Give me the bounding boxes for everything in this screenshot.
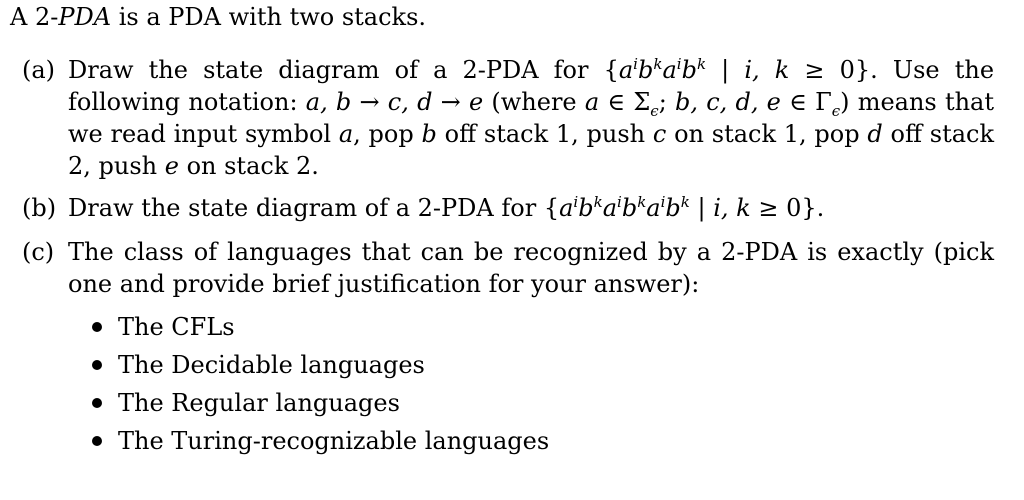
question-b-body (68, 192, 994, 224)
option-label: The CFLs (118, 313, 235, 341)
math-symbol: c (652, 120, 667, 148)
text-segment: ; (658, 88, 675, 116)
math-symbol: b (665, 194, 681, 222)
question-c (22, 236, 994, 300)
math-symbol: b, c, d, e (675, 88, 781, 116)
text-segment: , pop (353, 120, 422, 148)
math-exponent: i (633, 55, 638, 73)
math-symbol: a (618, 56, 634, 84)
math-symbol: b (578, 194, 594, 222)
math-set: ∈ Γ (780, 88, 832, 116)
math-symbol: a (559, 194, 574, 222)
math-condition: i, k (713, 194, 751, 222)
bullet-icon (92, 398, 102, 408)
math-symbol: d (867, 120, 883, 148)
math-symbol: a (602, 194, 617, 222)
option-label: The Decidable languages (118, 351, 425, 379)
math-exponent: i (676, 55, 682, 73)
math-exponent: i (660, 193, 666, 211)
intro-text-pre: A 2- (10, 3, 59, 31)
option-item (88, 388, 549, 426)
text-segment: | (706, 56, 745, 84)
question-a-body (68, 54, 994, 182)
math-symbol: a (584, 88, 600, 116)
text-segment: ≥ 0}. Use the following notation: (68, 56, 995, 116)
text-segment: on stack 2. (178, 152, 319, 180)
question-c-label: (c) (22, 238, 55, 266)
text-segment: Draw the state diagram of a 2-PDA for { (68, 56, 619, 84)
math-subscript: ϵ (650, 101, 659, 120)
answer-options (88, 312, 549, 464)
math-set: ∈ Σ (599, 88, 651, 116)
option-label: The Turing-recognizable languages (118, 427, 550, 455)
bullet-icon (92, 322, 102, 332)
math-exponent: k (696, 55, 707, 73)
option-item (88, 312, 549, 350)
question-a-label: (a) (22, 56, 56, 84)
math-exponent: k (637, 193, 647, 211)
text-segment: off stack 2, push (68, 120, 995, 180)
text-segment: on stack 1, pop (666, 120, 868, 148)
question-a (22, 54, 994, 182)
option-item (88, 350, 549, 388)
text-segment: Draw the state diagram of a 2-PDA for { (68, 194, 560, 222)
math-symbol: b (637, 56, 654, 84)
math-symbol: b (681, 56, 697, 84)
math-symbol: b (421, 120, 437, 148)
intro-line (10, 2, 426, 32)
math-symbol: a (338, 120, 354, 148)
math-exponent: i (573, 193, 579, 211)
intro-text-em: PDA (58, 3, 112, 31)
math-exponent: k (680, 193, 690, 211)
math-exponent: k (653, 55, 663, 73)
math-exponent: k (593, 193, 603, 211)
text-segment: | (689, 194, 714, 222)
text-segment: off stack 1, push (436, 120, 653, 148)
math-symbol: a (646, 194, 661, 222)
text-segment: (where (483, 88, 585, 116)
option-item (88, 426, 549, 464)
text-segment: ) means that we read input symbol (68, 88, 995, 148)
option-label: The Regular languages (118, 389, 400, 417)
bullet-icon (92, 436, 102, 446)
question-c-body: The class of languages that can be recognized by a 2-PDA is exactly (pick one and provide brief justification for your answer): (68, 238, 994, 298)
math-notation: a, b → c, d → e (305, 88, 484, 116)
math-subscript: ϵ (831, 101, 841, 120)
math-symbol: b (621, 194, 638, 222)
question-b-label: (b) (22, 194, 57, 222)
math-symbol: e (164, 152, 179, 180)
math-symbol: a (662, 56, 677, 84)
intro-text-post: is a PDA with two stacks. (111, 3, 427, 31)
math-condition: i, k (744, 56, 790, 84)
text-segment: ≥ 0}. (750, 194, 825, 222)
math-exponent: i (617, 193, 622, 211)
question-b (22, 192, 994, 224)
bullet-icon (92, 360, 102, 370)
